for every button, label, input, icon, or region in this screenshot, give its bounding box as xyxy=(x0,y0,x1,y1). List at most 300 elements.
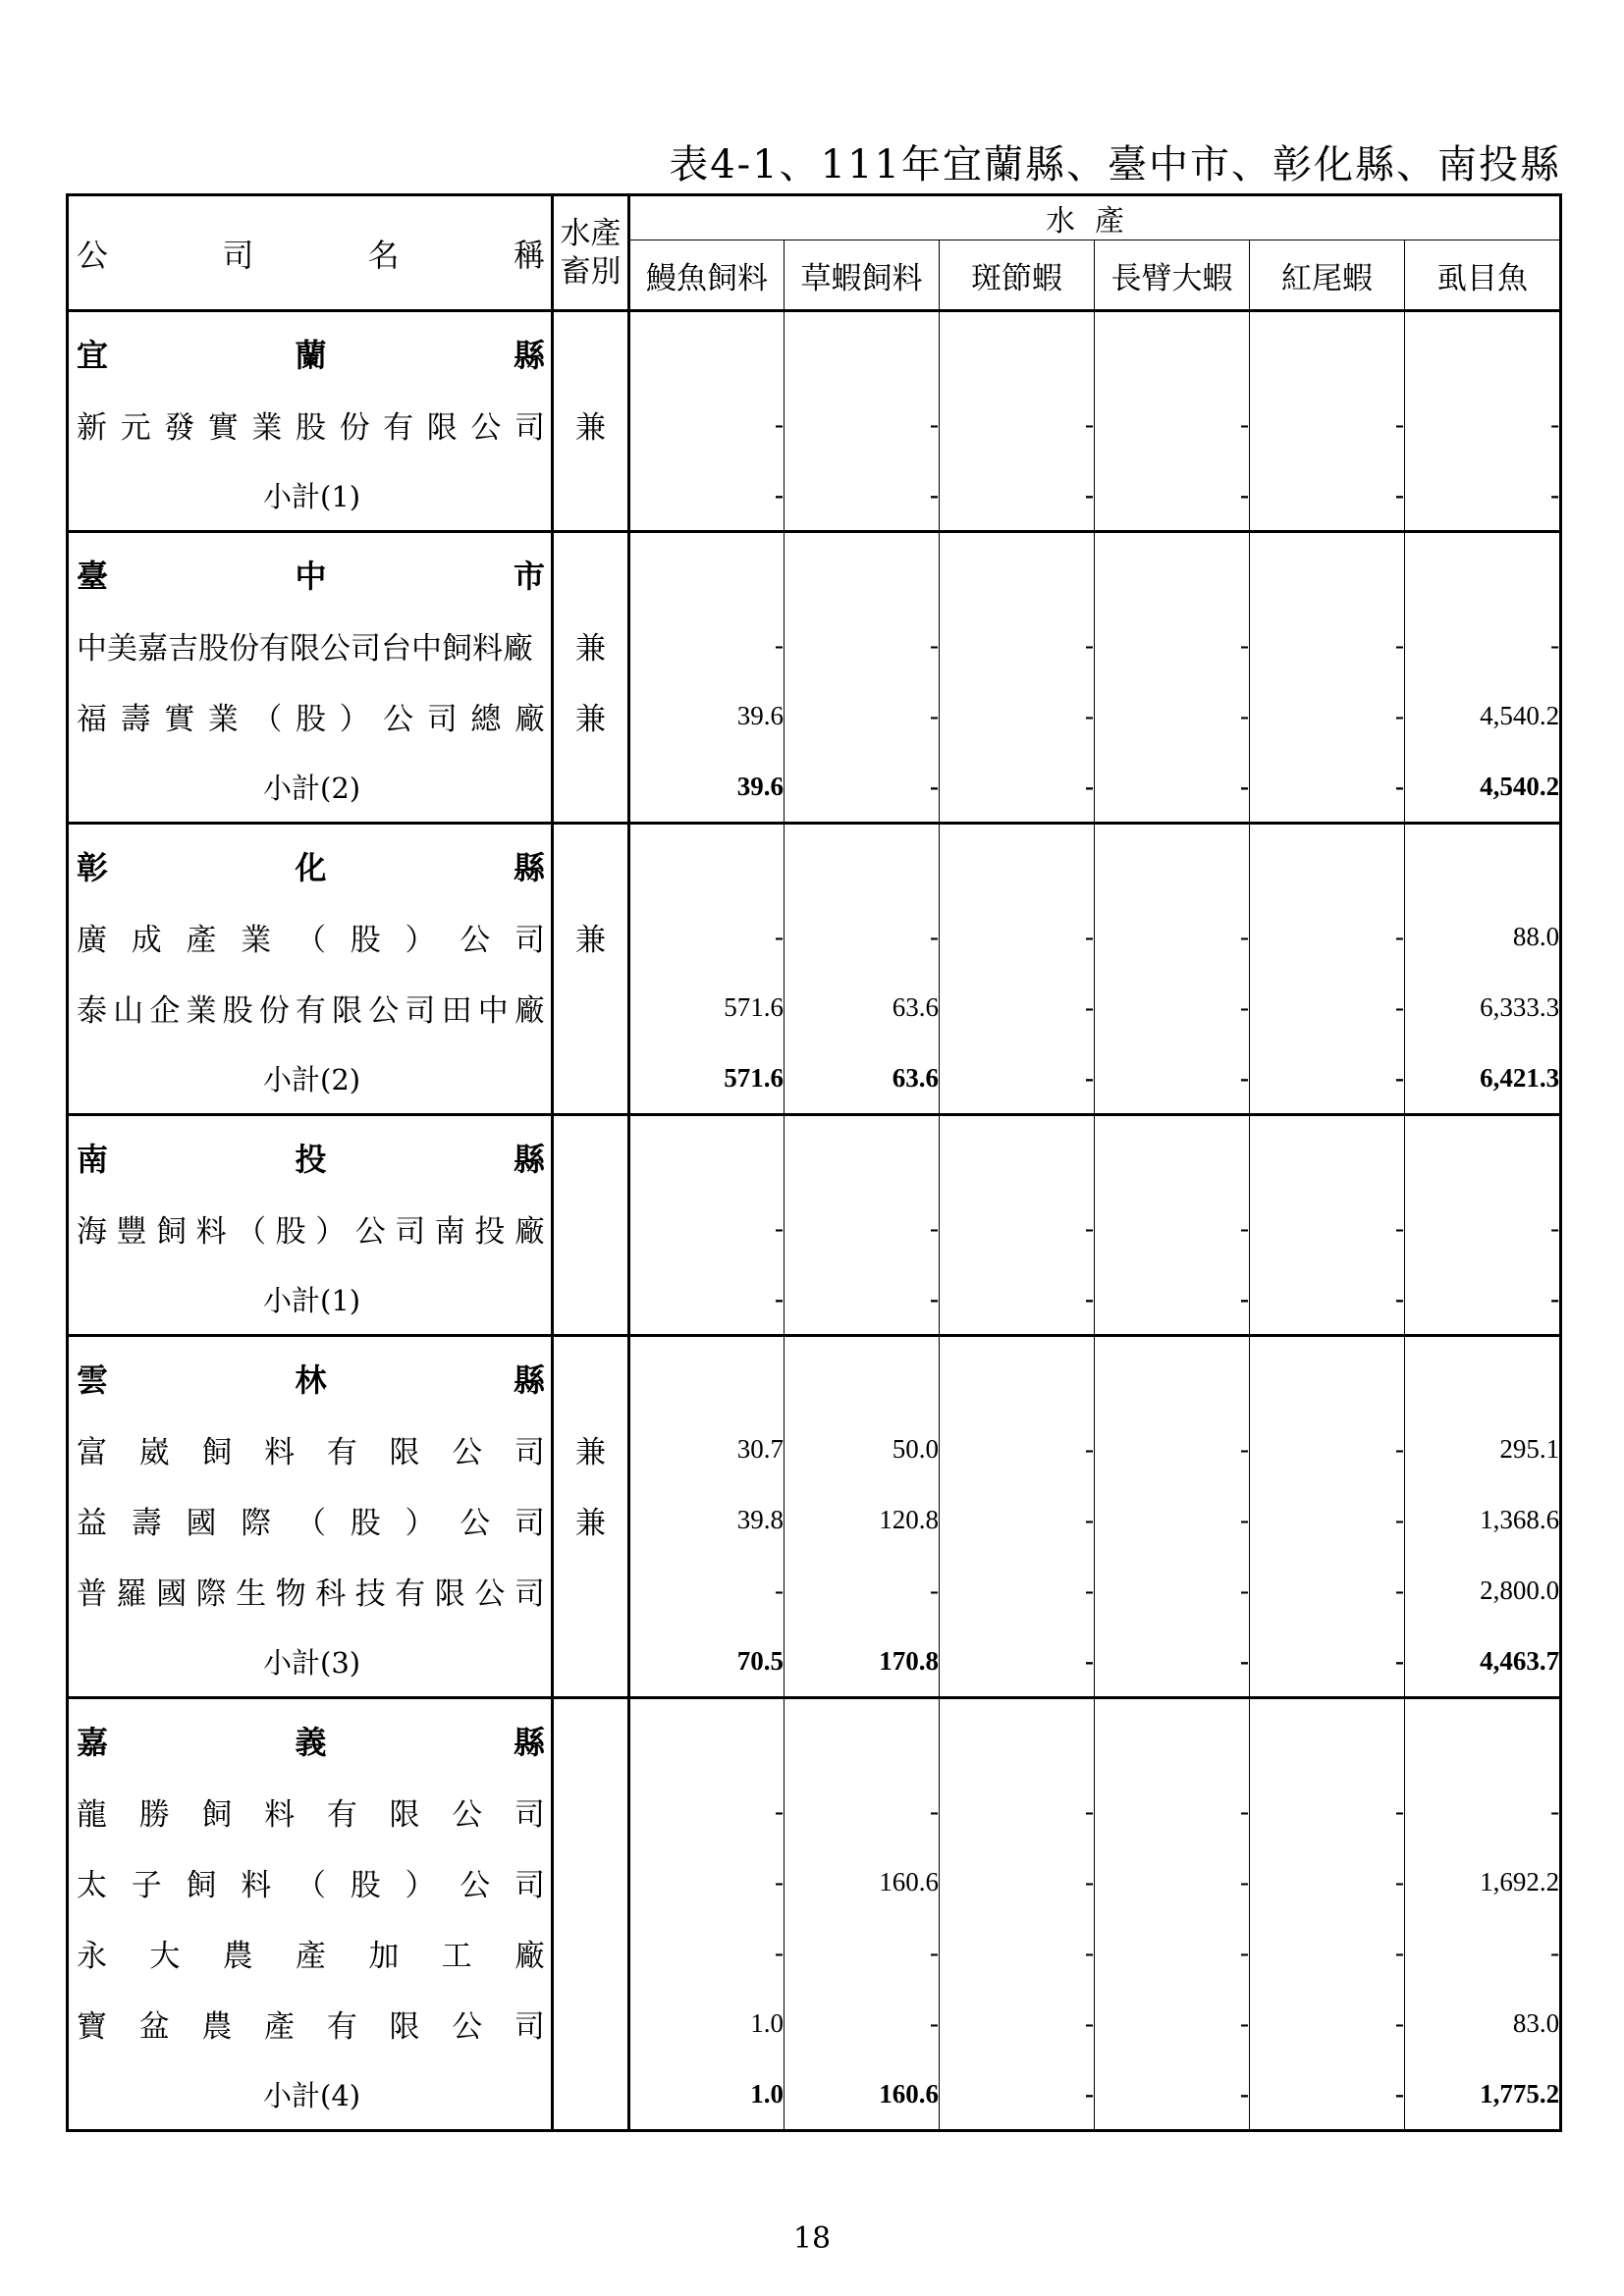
company-char: 公 xyxy=(354,1213,386,1250)
company-char: 成 xyxy=(131,922,162,958)
value-cell: - xyxy=(629,389,785,459)
type-header xyxy=(553,195,629,311)
value-cell xyxy=(940,532,1095,611)
page-title: 表4-1、111年宜蘭縣、臺中市、彰化縣、南投縣 xyxy=(669,142,1561,187)
value-cell: - xyxy=(1095,1626,1250,1698)
type-cell: 兼 xyxy=(553,680,629,751)
region-name xyxy=(68,1115,553,1194)
value-cell xyxy=(785,824,940,902)
value-cell: - xyxy=(940,1626,1095,1698)
value-cell xyxy=(1095,824,1250,902)
value-cell xyxy=(1095,1336,1250,1415)
company-char: 廠 xyxy=(514,1938,545,1974)
company-char: 元 xyxy=(120,409,151,446)
company-char: 企 xyxy=(149,992,181,1029)
value-cell xyxy=(629,1336,785,1415)
company-char: （ xyxy=(236,1213,267,1250)
company-char: 公 xyxy=(460,1867,491,1903)
type-cell xyxy=(553,1988,629,2058)
region-char: 中 xyxy=(295,558,327,595)
value-cell: - xyxy=(1250,1988,1405,2058)
table-row xyxy=(68,1776,1561,1846)
company-char: 泰 xyxy=(77,992,107,1029)
company-char: 股 xyxy=(295,701,326,737)
company-name xyxy=(68,610,553,680)
value-cell: - xyxy=(1250,1846,1405,1917)
value-cell: 571.6 xyxy=(629,972,785,1042)
type-cell xyxy=(553,1263,629,1336)
company-char: 限 xyxy=(434,1575,465,1612)
company-char: 有 xyxy=(326,2008,357,2045)
value-cell: - xyxy=(940,1555,1095,1626)
region-char: 嘉 xyxy=(77,1724,109,1761)
value-cell: - xyxy=(1095,972,1250,1042)
value-cell: - xyxy=(785,751,940,824)
value-cell: 1.0 xyxy=(629,1988,785,2058)
value-cell: - xyxy=(1405,610,1561,680)
company-char: 司 xyxy=(514,922,545,958)
type-cell xyxy=(553,1115,629,1194)
company-char: 生 xyxy=(236,1575,267,1612)
value-cell: 70.5 xyxy=(629,1626,785,1698)
value-cell: - xyxy=(1095,1042,1250,1115)
company-name xyxy=(68,1846,553,1917)
region-row xyxy=(68,532,1561,611)
value-cell: - xyxy=(785,1193,940,1263)
value-cell xyxy=(629,311,785,390)
column-header: 長臂大蝦 xyxy=(1095,240,1250,311)
company-char: 壽 xyxy=(120,701,151,737)
value-cell xyxy=(1405,824,1561,902)
region-char: 林 xyxy=(295,1362,327,1399)
type-cell: 兼 xyxy=(553,901,629,972)
value-cell: - xyxy=(1250,751,1405,824)
company-char: 公 xyxy=(383,701,414,737)
company-char: （ xyxy=(296,1867,326,1903)
company-char: 廠 xyxy=(514,992,545,1029)
table-row xyxy=(68,1414,1561,1484)
column-header: 紅尾蝦 xyxy=(1250,240,1405,311)
company-char: 有 xyxy=(395,1575,426,1612)
company-char: 業 xyxy=(207,701,239,737)
value-cell: - xyxy=(1250,1917,1405,1988)
value-cell: - xyxy=(1250,1193,1405,1263)
value-cell: - xyxy=(1250,1484,1405,1555)
company-char: 司 xyxy=(514,1434,545,1470)
company-char: 股 xyxy=(350,1867,381,1903)
value-cell xyxy=(785,1336,940,1415)
company-char: 司 xyxy=(514,1796,545,1833)
region-char: 縣 xyxy=(513,1724,545,1761)
type-cell: 兼 xyxy=(553,389,629,459)
company-char: ） xyxy=(315,1213,347,1250)
value-cell: - xyxy=(629,901,785,972)
value-cell: - xyxy=(1405,1263,1561,1336)
region-char: 雲 xyxy=(77,1362,109,1399)
value-cell: 30.7 xyxy=(629,1414,785,1484)
company-char: 科 xyxy=(315,1575,347,1612)
company-char: 寶 xyxy=(77,2008,107,2045)
value-cell: - xyxy=(1250,1042,1405,1115)
subtotal-row xyxy=(68,1626,1561,1698)
company-char: 太 xyxy=(77,1867,107,1903)
company-name xyxy=(68,972,553,1042)
value-cell: - xyxy=(629,1846,785,1917)
company-char: 加 xyxy=(368,1938,400,1974)
value-cell: - xyxy=(940,2058,1095,2131)
company-char: 廠 xyxy=(514,1213,545,1250)
table-row xyxy=(68,1846,1561,1917)
table-row xyxy=(68,1988,1561,2058)
company-char: 公 xyxy=(368,992,400,1029)
company-header-char: 稱 xyxy=(513,236,545,274)
company-char: 技 xyxy=(354,1575,386,1612)
value-cell: - xyxy=(940,1042,1095,1115)
company-char: 山 xyxy=(113,992,144,1029)
company-name xyxy=(68,1917,553,1988)
company-char: 新 xyxy=(77,409,107,446)
value-cell xyxy=(1405,532,1561,611)
value-cell: 1.0 xyxy=(629,2058,785,2131)
region-char: 縣 xyxy=(513,849,545,886)
subtotal-row xyxy=(68,1263,1561,1336)
value-cell xyxy=(1405,1115,1561,1194)
value-cell: - xyxy=(629,1917,785,1988)
table-row xyxy=(68,1555,1561,1626)
value-cell: - xyxy=(1250,1555,1405,1626)
value-cell xyxy=(629,1698,785,1777)
type-cell: 兼 xyxy=(553,1414,629,1484)
company-char: 總 xyxy=(470,701,502,737)
value-cell: - xyxy=(940,1484,1095,1555)
value-cell: - xyxy=(1250,1263,1405,1336)
value-cell: - xyxy=(1095,751,1250,824)
value-cell xyxy=(1405,1698,1561,1777)
value-cell: - xyxy=(785,459,940,532)
value-cell: - xyxy=(1250,1776,1405,1846)
value-cell: - xyxy=(940,1263,1095,1336)
company-header-char: 司 xyxy=(222,236,254,274)
company-name xyxy=(68,1988,553,2058)
type-cell xyxy=(553,1193,629,1263)
region-row xyxy=(68,311,1561,390)
value-cell: 63.6 xyxy=(785,972,940,1042)
value-cell: - xyxy=(785,1263,940,1336)
value-cell: - xyxy=(1250,901,1405,972)
table-row xyxy=(68,1193,1561,1263)
value-cell xyxy=(1405,311,1561,390)
value-cell xyxy=(940,311,1095,390)
company-char: 有 xyxy=(295,992,326,1029)
type-cell xyxy=(553,459,629,532)
company-name xyxy=(68,1193,553,1263)
value-cell xyxy=(1250,532,1405,611)
page-number: 18 xyxy=(792,2221,832,2256)
value-cell: - xyxy=(940,680,1095,751)
value-cell: 1,692.2 xyxy=(1405,1846,1561,1917)
company-char: 股 xyxy=(222,992,253,1029)
company-char: 份 xyxy=(339,409,370,446)
value-cell: - xyxy=(940,459,1095,532)
value-cell xyxy=(785,1115,940,1194)
region-char: 臺 xyxy=(77,558,109,595)
company-name xyxy=(68,1555,553,1626)
value-cell: 6,333.3 xyxy=(1405,972,1561,1042)
region-name xyxy=(68,311,553,390)
company-char: 飼 xyxy=(156,1213,188,1250)
company-char: （ xyxy=(296,1505,326,1541)
value-cell xyxy=(940,1698,1095,1777)
column-header: 斑節蝦 xyxy=(940,240,1095,311)
subtotal-label: 小計(1) xyxy=(263,479,361,513)
aquatic-group-header: 水產 xyxy=(629,195,1561,240)
value-cell: 39.8 xyxy=(629,1484,785,1555)
value-cell: - xyxy=(1095,1263,1250,1336)
company-char: 公 xyxy=(460,1505,491,1541)
company-char: ） xyxy=(405,1867,436,1903)
company-char: 農 xyxy=(201,2008,233,2045)
region-char: 縣 xyxy=(513,1362,545,1399)
type-cell xyxy=(553,1626,629,1698)
company-char: 工 xyxy=(441,1938,472,1974)
value-cell: 4,540.2 xyxy=(1405,751,1561,824)
value-cell: - xyxy=(1095,1846,1250,1917)
column-header: 鰻魚飼料 xyxy=(629,240,785,311)
subtotal-label-cell xyxy=(68,751,553,824)
company-char: 飼 xyxy=(201,1796,233,1833)
company-char: 公 xyxy=(474,1575,506,1612)
value-cell: - xyxy=(940,1988,1095,2058)
value-cell: 4,463.7 xyxy=(1405,1626,1561,1698)
company-char: 實 xyxy=(164,701,195,737)
type-cell: 兼 xyxy=(553,610,629,680)
subtotal-label: 小計(4) xyxy=(263,2078,361,2112)
value-cell xyxy=(1250,1336,1405,1415)
value-cell: 1,775.2 xyxy=(1405,2058,1561,2131)
value-cell: 571.6 xyxy=(629,1042,785,1115)
table-row xyxy=(68,972,1561,1042)
company-char: 投 xyxy=(474,1213,506,1250)
company-char: 普 xyxy=(77,1575,107,1612)
region-char: 化 xyxy=(295,849,327,886)
company-char: ） xyxy=(339,701,370,737)
table-row xyxy=(68,1484,1561,1555)
company-name xyxy=(68,901,553,972)
value-cell: - xyxy=(1250,389,1405,459)
company-char: 實 xyxy=(207,409,239,446)
company-header-char: 名 xyxy=(367,236,400,274)
region-name xyxy=(68,1698,553,1777)
company-char: 際 xyxy=(195,1575,227,1612)
value-cell: 63.6 xyxy=(785,1042,940,1115)
type-cell xyxy=(553,1042,629,1115)
value-cell: 4,540.2 xyxy=(1405,680,1561,751)
value-cell: - xyxy=(785,389,940,459)
value-cell: - xyxy=(1095,1917,1250,1988)
value-cell: 50.0 xyxy=(785,1414,940,1484)
company-char: ） xyxy=(405,1505,436,1541)
type-cell xyxy=(553,2058,629,2131)
type-cell xyxy=(553,311,629,390)
company-name-text: 中美嘉吉股份有限公司台中飼料廠 xyxy=(77,630,533,667)
subtotal-label: 小計(2) xyxy=(263,1062,361,1096)
company-name xyxy=(68,1776,553,1846)
subtotal-row xyxy=(68,2058,1561,2131)
value-cell: - xyxy=(629,459,785,532)
company-char: 料 xyxy=(264,1796,296,1833)
value-cell xyxy=(1095,311,1250,390)
company-char: 益 xyxy=(77,1505,107,1541)
value-cell: - xyxy=(1405,1776,1561,1846)
type-cell xyxy=(553,1776,629,1846)
type-cell xyxy=(553,824,629,902)
company-char: 飼 xyxy=(186,1867,217,1903)
company-char: 業 xyxy=(251,409,283,446)
subtotal-row xyxy=(68,1042,1561,1115)
value-cell xyxy=(629,1115,785,1194)
company-char: 限 xyxy=(389,1796,420,1833)
value-cell: - xyxy=(1095,610,1250,680)
column-header: 虱目魚 xyxy=(1405,240,1561,311)
company-char: 限 xyxy=(389,1434,420,1470)
region-name xyxy=(68,1336,553,1415)
value-cell: - xyxy=(1095,1193,1250,1263)
value-cell xyxy=(785,532,940,611)
company-char: 司 xyxy=(395,1213,426,1250)
column-header: 草蝦飼料 xyxy=(785,240,940,311)
value-cell xyxy=(940,824,1095,902)
value-cell: 39.6 xyxy=(629,680,785,751)
value-cell: - xyxy=(1095,1776,1250,1846)
company-char: 勝 xyxy=(138,1796,170,1833)
value-cell: - xyxy=(940,1776,1095,1846)
company-header-char: 公 xyxy=(77,236,109,274)
region-name xyxy=(68,532,553,611)
value-cell: - xyxy=(1250,1414,1405,1484)
company-char: 盆 xyxy=(138,2008,170,2045)
company-char: （ xyxy=(296,922,326,958)
company-char: 有 xyxy=(326,1434,357,1470)
region-row xyxy=(68,1115,1561,1194)
company-char: 廣 xyxy=(77,922,107,958)
company-char: 發 xyxy=(164,409,195,446)
value-cell xyxy=(629,824,785,902)
value-cell xyxy=(629,532,785,611)
company-char: 子 xyxy=(131,1867,162,1903)
company-char: 公 xyxy=(452,2008,483,2045)
value-cell: - xyxy=(785,680,940,751)
subtotal-label-cell xyxy=(68,1042,553,1115)
value-cell: - xyxy=(1405,389,1561,459)
company-char: 股 xyxy=(350,922,381,958)
company-char: 限 xyxy=(389,2008,420,2045)
company-char: 料 xyxy=(264,1434,296,1470)
company-char: 永 xyxy=(77,1938,107,1974)
company-char: 公 xyxy=(460,922,491,958)
value-cell: 83.0 xyxy=(1405,1988,1561,2058)
value-cell: 160.6 xyxy=(785,1846,940,1917)
value-cell: - xyxy=(1095,901,1250,972)
subtotal-label-cell xyxy=(68,2058,553,2131)
company-char: 農 xyxy=(222,1938,253,1974)
company-char: 司 xyxy=(514,1867,545,1903)
value-cell xyxy=(1250,1115,1405,1194)
value-cell: 1,368.6 xyxy=(1405,1484,1561,1555)
value-cell xyxy=(1095,532,1250,611)
type-cell xyxy=(553,1917,629,1988)
company-char: 份 xyxy=(258,992,290,1029)
value-cell: - xyxy=(1250,972,1405,1042)
value-cell: 120.8 xyxy=(785,1484,940,1555)
region-row xyxy=(68,1698,1561,1777)
type-cell xyxy=(553,751,629,824)
company-char: 物 xyxy=(275,1575,306,1612)
value-cell: - xyxy=(629,610,785,680)
value-cell: - xyxy=(1250,680,1405,751)
value-cell xyxy=(1250,311,1405,390)
company-name-header xyxy=(68,195,553,311)
value-cell: - xyxy=(629,1555,785,1626)
value-cell: 160.6 xyxy=(785,2058,940,2131)
type-cell xyxy=(553,532,629,611)
value-cell: - xyxy=(1250,459,1405,532)
company-char: 限 xyxy=(332,992,363,1029)
value-cell xyxy=(1250,1698,1405,1777)
value-cell: - xyxy=(785,1776,940,1846)
value-cell: - xyxy=(1250,610,1405,680)
value-cell xyxy=(1095,1115,1250,1194)
table-row xyxy=(68,1917,1561,1988)
value-cell: - xyxy=(940,610,1095,680)
subtotal-label-cell xyxy=(68,1263,553,1336)
subtotal-label-cell xyxy=(68,1626,553,1698)
value-cell: 295.1 xyxy=(1405,1414,1561,1484)
value-cell: - xyxy=(1095,1555,1250,1626)
value-cell: - xyxy=(1405,1917,1561,1988)
company-char: 大 xyxy=(149,1938,181,1974)
value-cell: 2,800.0 xyxy=(1405,1555,1561,1626)
region-char: 彰 xyxy=(77,849,109,886)
company-char: 崴 xyxy=(138,1434,170,1470)
value-cell: - xyxy=(629,1193,785,1263)
value-cell: - xyxy=(785,610,940,680)
region-char: 縣 xyxy=(513,337,545,374)
company-char: 飼 xyxy=(201,1434,233,1470)
company-char: 司 xyxy=(514,1505,545,1541)
value-cell: - xyxy=(785,901,940,972)
company-char: 廠 xyxy=(514,701,545,737)
value-cell: - xyxy=(785,1917,940,1988)
value-cell: 39.6 xyxy=(629,751,785,824)
subtotal-label: 小計(1) xyxy=(263,1283,361,1317)
region-char: 市 xyxy=(513,558,545,595)
feed-production-table xyxy=(66,193,1562,2132)
company-char: 有 xyxy=(326,1796,357,1833)
region-char: 宜 xyxy=(77,337,109,374)
company-char: 股 xyxy=(350,1505,381,1541)
value-cell: - xyxy=(785,1555,940,1626)
type-header-bottom: 畜別 xyxy=(560,253,622,290)
company-char: 中 xyxy=(477,992,509,1029)
type-cell xyxy=(553,1698,629,1777)
value-cell: - xyxy=(1405,1193,1561,1263)
company-char: 公 xyxy=(470,409,502,446)
company-char: ） xyxy=(405,922,436,958)
value-cell: - xyxy=(940,1414,1095,1484)
subtotal-label: 小計(3) xyxy=(263,1645,361,1680)
company-char: 豐 xyxy=(116,1213,147,1250)
value-cell: - xyxy=(940,972,1095,1042)
